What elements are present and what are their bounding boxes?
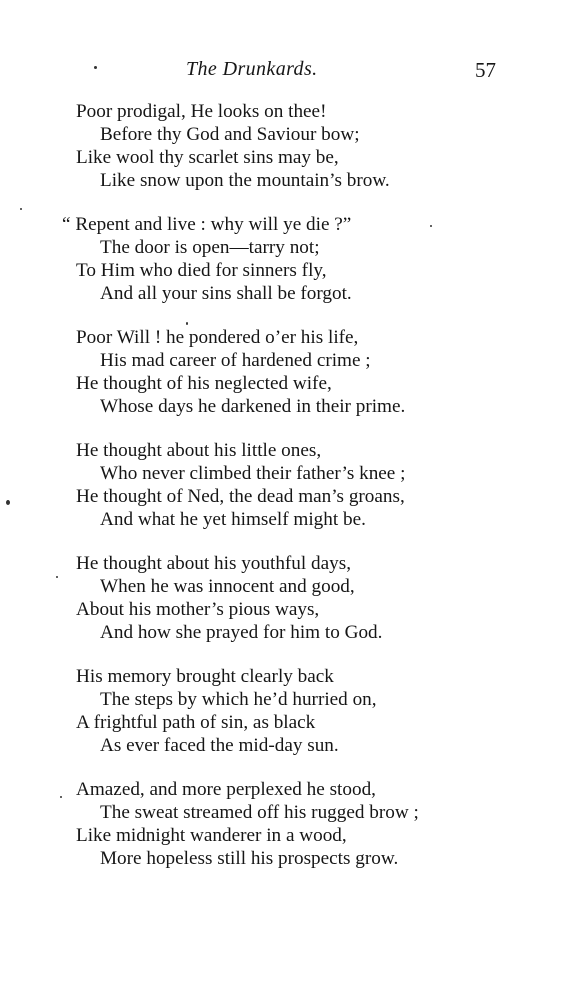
scan-speck [56,576,58,578]
poem-line: Like midnight wanderer in a wood, [76,825,347,846]
scan-speck [186,322,188,325]
stanza-1 [0,100,583,192]
poem-line: And how she prayed for him to God. [100,622,383,643]
poem-line: His memory brought clearly back [76,666,334,687]
poem-line: Whose days he darkened in their prime. [100,396,406,417]
stanza-5 [0,552,583,644]
poem-line: The steps by which he’d hurried on, [100,689,377,710]
poem-line: The sweat streamed off his rugged brow ; [100,802,419,823]
page-number: 57 [475,58,496,82]
poem-line: And what he yet himself might be. [100,509,366,530]
stanza-3 [0,326,583,418]
poem-line: He thought about his little ones, [76,440,322,461]
poem-line: He thought of his neglected wife, [76,373,332,394]
poem-line: Who never climbed their father’s knee ; [100,463,406,484]
scan-speck [60,796,62,798]
poem-line: About his mother’s pious ways, [76,599,320,620]
poem-line: Amazed, and more perplexed he stood, [76,779,376,800]
poem-line: His mad career of hardened crime ; [100,350,371,371]
scan-speck [20,208,22,210]
running-title: The Drunkards. [186,58,318,80]
poem-line: Poor Will ! he pondered o’er his life, [76,327,359,348]
poem-line: A frightful path of sin, as black [76,712,316,733]
poem-line: As ever faced the mid-day sun. [100,735,339,756]
stanza-2 [0,213,583,305]
poem-line: He thought about his youthful days, [76,553,351,574]
stanza-7 [0,778,583,870]
poem-line: When he was innocent and good, [100,576,355,597]
poem-line: Before thy God and Saviour bow; [100,124,360,145]
poem-line: Like wool thy scarlet sins may be, [76,147,339,168]
poem-line: The door is open—tarry not; [100,237,320,258]
poem-line: And all your sins shall be forgot. [100,283,352,304]
stanza-6 [0,665,583,757]
poem-line: Poor prodigal, He looks on thee! [76,101,327,122]
running-head [0,58,583,88]
scan-speck [94,66,97,69]
scan-speck [6,500,10,505]
poem [0,100,583,891]
stanza-4 [0,439,583,531]
poem-line: More hopeless still his prospects grow. [100,848,399,869]
scan-speck [430,225,432,227]
poem-line: He thought of Ned, the dead man’s groans, [76,486,405,507]
poem-line: “ Repent and live : why will ye die ?” [62,214,352,235]
poem-line: To Him who died for sinners fly, [76,260,327,281]
poem-line: Like snow upon the mountain’s brow. [100,170,390,191]
